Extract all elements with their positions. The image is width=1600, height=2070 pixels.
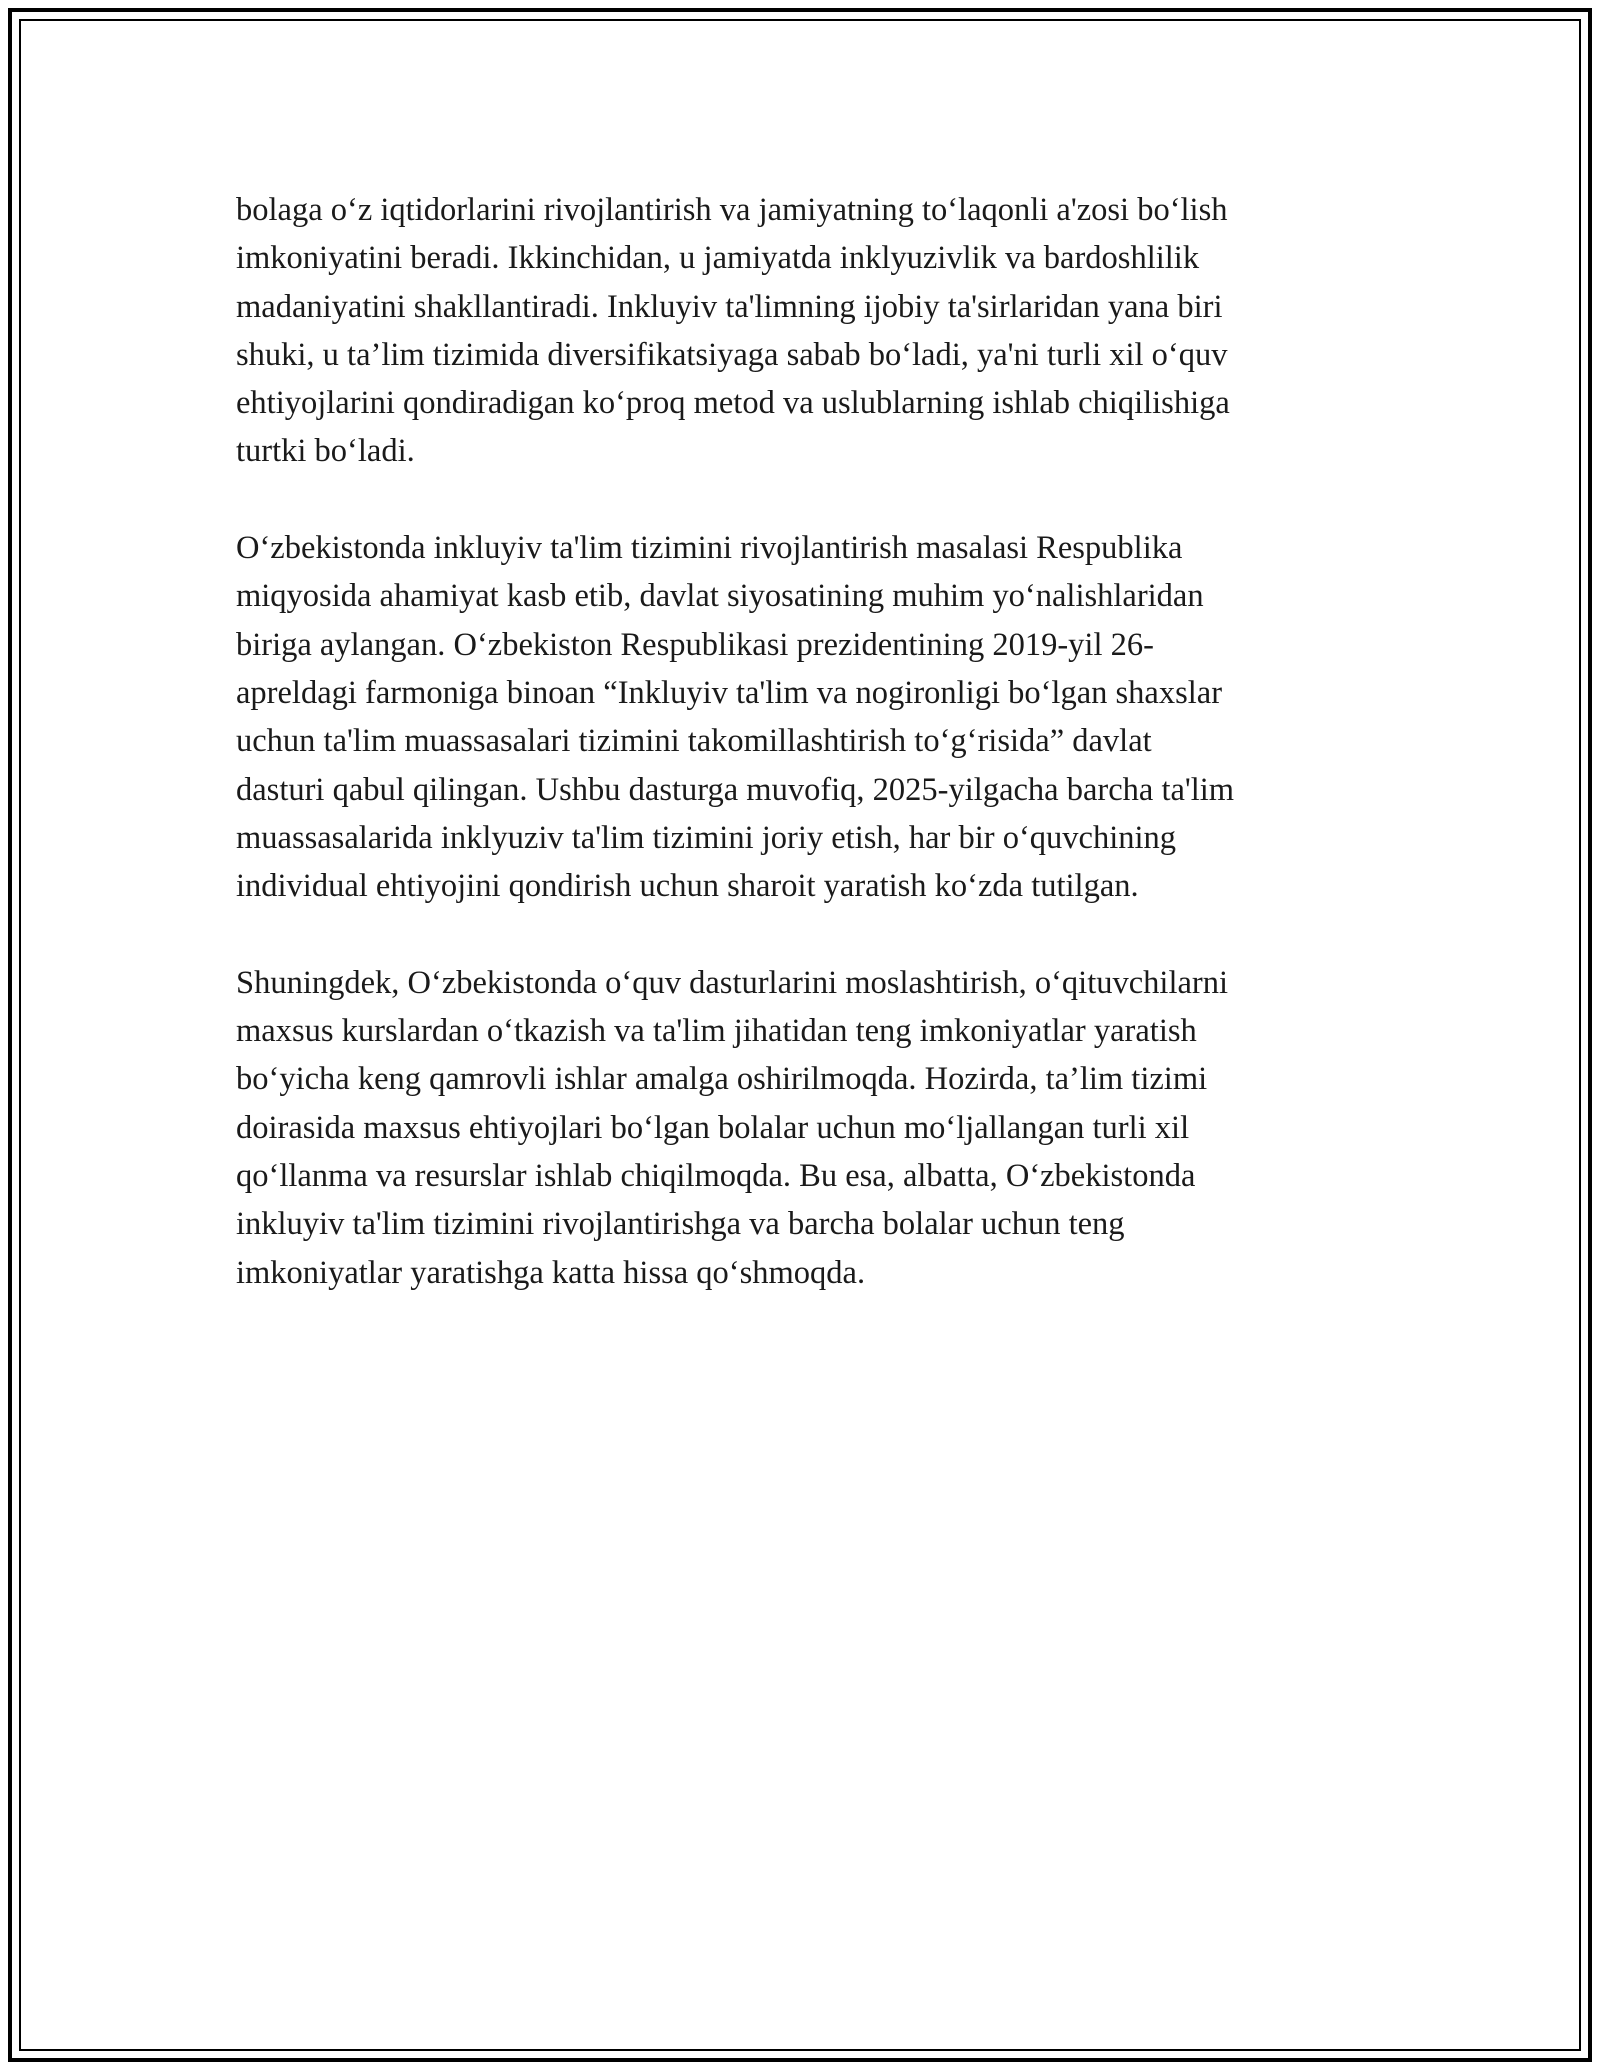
text-line: apreldagi farmoniga binoan “Inkluyiv ta'lim va nogironligi bo‘lgan shaxslar [236, 674, 1223, 711]
text-line: O‘zbekistonda inkluyiv ta'lim tizimini rivojlantirish masalasi Respublika [236, 530, 1183, 567]
text-line: muassasalarida inklyuziv ta'lim tizimini joriy etish, har bir o‘quvchining [236, 819, 1177, 856]
text-line: qo‘llanma va resurslar ishlab chiqilmoqda. Bu esa, albatta, O‘zbekistonda [236, 1157, 1196, 1194]
text-line: individual ehtiyojini qondirish uchun sharoit yaratish ko‘zda tutilgan. [236, 868, 1139, 905]
text-line: uchun ta'lim muassasalari tizimini takomillashtirish to‘g‘risida” davlat [236, 723, 1152, 760]
text-line: inkluyiv ta'lim tizimini rivojlantirishga va barcha bolalar uchun teng [236, 1206, 1125, 1243]
text-line: bo‘yicha keng qamrovli ishlar amalga oshirilmoqda. Hozirda, ta’lim tizimi [236, 1061, 1208, 1098]
paragraph-3 [236, 959, 1386, 1297]
text-line: madaniyatini shakllantiradi. Inkluyiv ta'limning ijobiy ta'sirlaridan yana biri [236, 288, 1223, 325]
text-line: miqyosida ahamiyat kasb etib, davlat siyosatining muhim yo‘nalishlaridan [236, 578, 1204, 615]
paragraph-2 [236, 524, 1386, 910]
text-line: dasturi qabul qilingan. Ushbu dasturga muvofiq, 2025-yilgacha barcha ta'lim [236, 771, 1235, 808]
text-line: imkoniyatini beradi. Ikkinchidan, u jamiyatda inklyuzivlik va bardoshlilik [236, 240, 1200, 277]
document-body [236, 186, 1386, 1345]
text-line: ehtiyojlarini qondiradigan ko‘proq metod va uslublarning ishlab chiqilishiga [236, 385, 1230, 422]
text-line: turtki bo‘ladi. [236, 433, 415, 470]
text-line: biriga aylangan. O‘zbekiston Respublikasi prezidentining 2019-yil 26- [236, 626, 1154, 663]
text-line: Shuningdek, O‘zbekistonda o‘quv dasturlarini moslashtirish, o‘qituvchilarni [236, 964, 1228, 1001]
paragraph-1 [236, 186, 1386, 476]
text-line: bolaga o‘z iqtidorlarini rivojlantirish va jamiyatning to‘laqonli a'zosi bo‘lish [236, 192, 1228, 228]
text-line: shuki, u ta’lim tizimida diversifikatsiyaga sabab bo‘ladi, ya'ni turli xil o‘quv [236, 336, 1228, 373]
text-line: doirasida maxsus ehtiyojlari bo‘lgan bolalar uchun mo‘ljallangan turli xil [236, 1109, 1190, 1146]
text-line: imkoniyatlar yaratishga katta hissa qo‘shmoqda. [236, 1254, 866, 1291]
text-line: maxsus kurslardan o‘tkazish va ta'lim jihatidan teng imkoniyatlar yaratish [236, 1013, 1197, 1050]
